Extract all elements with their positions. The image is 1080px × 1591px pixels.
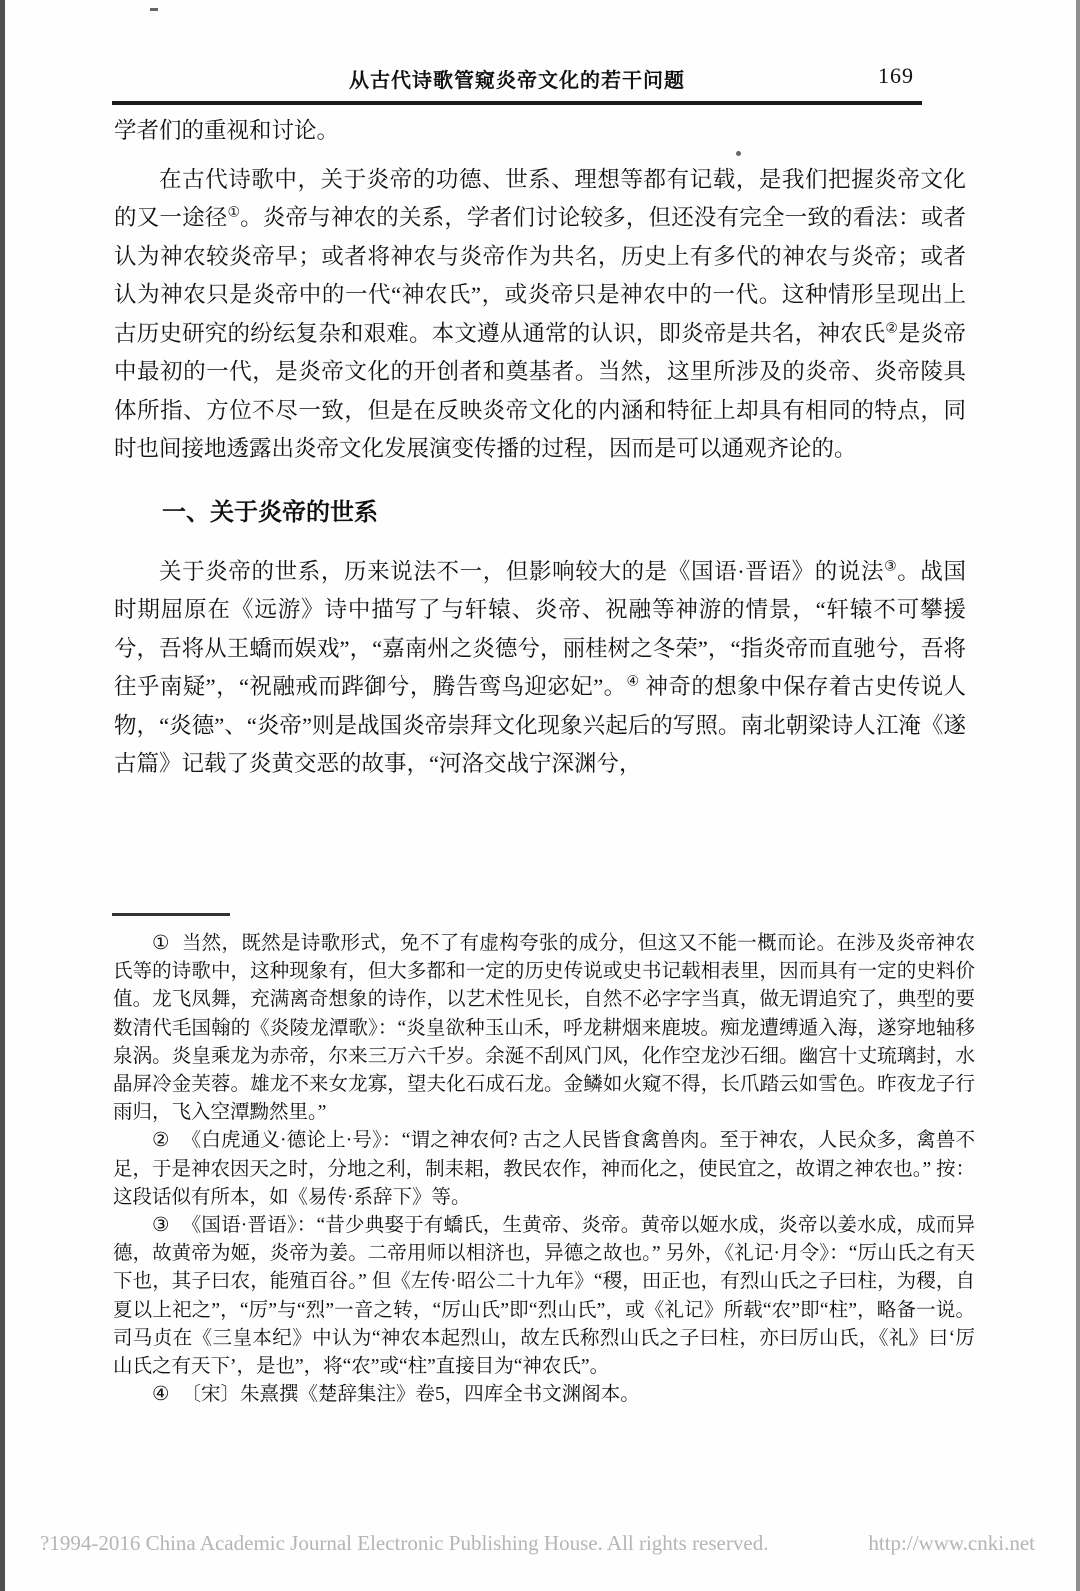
watermark-copyright: ?1994-2016 China Academic Journal Electronic Publishing House. All rights reserved. [40, 1531, 769, 1555]
header-rule [112, 101, 922, 105]
paragraph-text: 学者们的重视和讨论。 [114, 118, 340, 143]
paragraph-text: 在古代诗歌中，关于炎帝的功德、世系、理想等都有记载，是我们把握炎帝文化的又一途径 [114, 166, 966, 230]
paragraph-text: 关于炎帝的世系，历来说法不一，但影响较大的是《国语·晋语》的说法 [159, 558, 885, 584]
watermark-url: http://www.cnki.net [868, 1531, 1035, 1555]
footnote-item [113, 1212, 975, 1381]
section-heading [114, 493, 966, 533]
page-title: 从古代诗歌管窥炎帝文化的若干问题 [349, 70, 685, 92]
footnote-list [113, 930, 975, 1409]
scan-edge-right [1076, 0, 1080, 1591]
footnote-ref: ② [885, 321, 899, 336]
footnote-divider [112, 913, 230, 916]
watermark [40, 1531, 1035, 1556]
article-body [114, 112, 966, 784]
footnote-text: 《国语·晋语》：“昔少典娶于有蟜氏，生黄帝、炎帝。黄帝以姬水成，炎帝以姜水成，成而异德，故黄帝为姬，炎帝为姜。二帝用师以相济也，异德之故也。” 另外，《礼记·月令》：“厉山氏之有天下也，其子曰农，能殖百谷。” 但《左传·昭公二十九年》“稷，田正也，有烈山氏之子曰柱，为稷，自夏以上祀之”，“厉”与“烈”一音之转，“厉山氏”即“烈山氏”，或《礼记》所载“农”即“柱”，略备一说。司马贞在《三皇本纪》中认为“神农本起烈山，故左氏称烈山氏之子曰柱，亦曰厉山氏，《礼》曰‘厉山氏之有天下’，是也”，将“农”或“柱”直接目为“神农氏”。 [113, 1215, 976, 1378]
body-paragraph [114, 553, 966, 784]
footnote-marker: ③ [152, 1215, 170, 1237]
scan-edge-left [0, 0, 5, 1591]
paragraph-text: 神奇的想象中保存着古史传说人物，“炎德”、“炎帝”则是战国炎帝崇拜文化现象兴起后的写照。南北朝梁诗人江淹《遂古篇》记载了炎黄交恶的故事，“河洛交战宁深渊兮， [114, 674, 966, 776]
page-header [112, 0, 922, 110]
paragraph-text: 。炎帝与神农的关系，学者们讨论较多，但还没有完全一致的看法：或者认为神农较炎帝早；或者将神农与炎帝作为共名，历史上有多代的神农与炎帝；或者认为神农只是炎帝中的一代“神农氏”，或炎帝只是神农中的一代。这种情形呈现出上古历史研究的纷纭复杂和艰难。本文遵从通常的认识，即炎帝是共名，神农氏 [114, 205, 966, 346]
footnote-text: 〔宋〕朱熹撰《楚辞集注》卷5，四库全书文渊阁本。 [181, 1384, 640, 1406]
body-paragraph [114, 161, 966, 469]
footnote-text: 《白虎通义·德论上·号》：“谓之神农何? 古之人民皆食禽兽肉。至于神农，人民众多，禽兽不足，于是神农因天之时，分地之利，制耒耜，教民农作，神而化之，使民宜之，故谓之神农也。” 按：这段话似有所本，如《易传·系辞下》等。 [113, 1130, 975, 1208]
paragraph-text: 一、关于炎帝的世系 [162, 498, 378, 526]
body-paragraph [114, 112, 966, 151]
page-number: 169 [878, 63, 914, 88]
footnote-marker: ② [152, 1130, 170, 1152]
footnote-marker: ④ [152, 1384, 170, 1406]
paragraph-text: 是炎帝中最初的一代，是炎帝文化的开创者和奠基者。当然，这里所涉及的炎帝、炎帝陵具体所指、方位不尽一致，但是在反映炎帝文化的内涵和特征上却具有相同的特点，同时也间接地透露出炎帝文化发展演变传播的过程，因而是可以通观齐论的。 [114, 320, 966, 461]
footnote-ref: ① [227, 205, 241, 221]
paragraph-text: 。战国时期屈原在《远游》诗中描写了与轩辕、炎帝、祝融等神游的情景，“轩辕不可攀援兮，吾将从王蟜而娱戏”，“嘉南州之炎德兮，丽桂树之冬荣”，“指炎帝而直驰兮，吾将往乎南疑”，“祝融戒而跸御兮，腾告鸾鸟迎宓妃”。 [114, 558, 966, 699]
footnote-ref: ④ [626, 674, 640, 690]
footnote-marker: ① [152, 933, 170, 954]
footnote-item [113, 930, 975, 1127]
footnote-item [113, 1381, 975, 1409]
footnote-text: 当然，既然是诗歌形式，免不了有虚构夸张的成分，但这又不能一概而论。在涉及炎帝神农氏等的诗歌中，这种现象有，但大多都和一定的历史传说或史书记载相表里，因而具有一定的史料价值。龙飞凤舞，充满离奇想象的诗作，以艺术性见长，自然不必字字当真，做无谓追究了，典型的要数清代毛国翰的《炎陵龙潭歌》：“炎皇欲种玉山禾，呼龙耕烟来鹿坡。痴龙遭缚遁入海，遂穿地轴移泉涡。炎皇乘龙为赤帝，尔来三万六千岁。余涎不刮风门风，化作空龙沙石细。幽宫十丈琉璃封，水晶屏冷金芙蓉。雄龙不来女龙寡，望夫化石成石龙。金鳞如火窥不得，长爪踏云如雪色。昨夜龙子行雨归，飞入空潭黝然里。” [113, 933, 975, 1124]
footnote-item [113, 1127, 975, 1212]
footnote-ref: ③ [884, 559, 898, 574]
